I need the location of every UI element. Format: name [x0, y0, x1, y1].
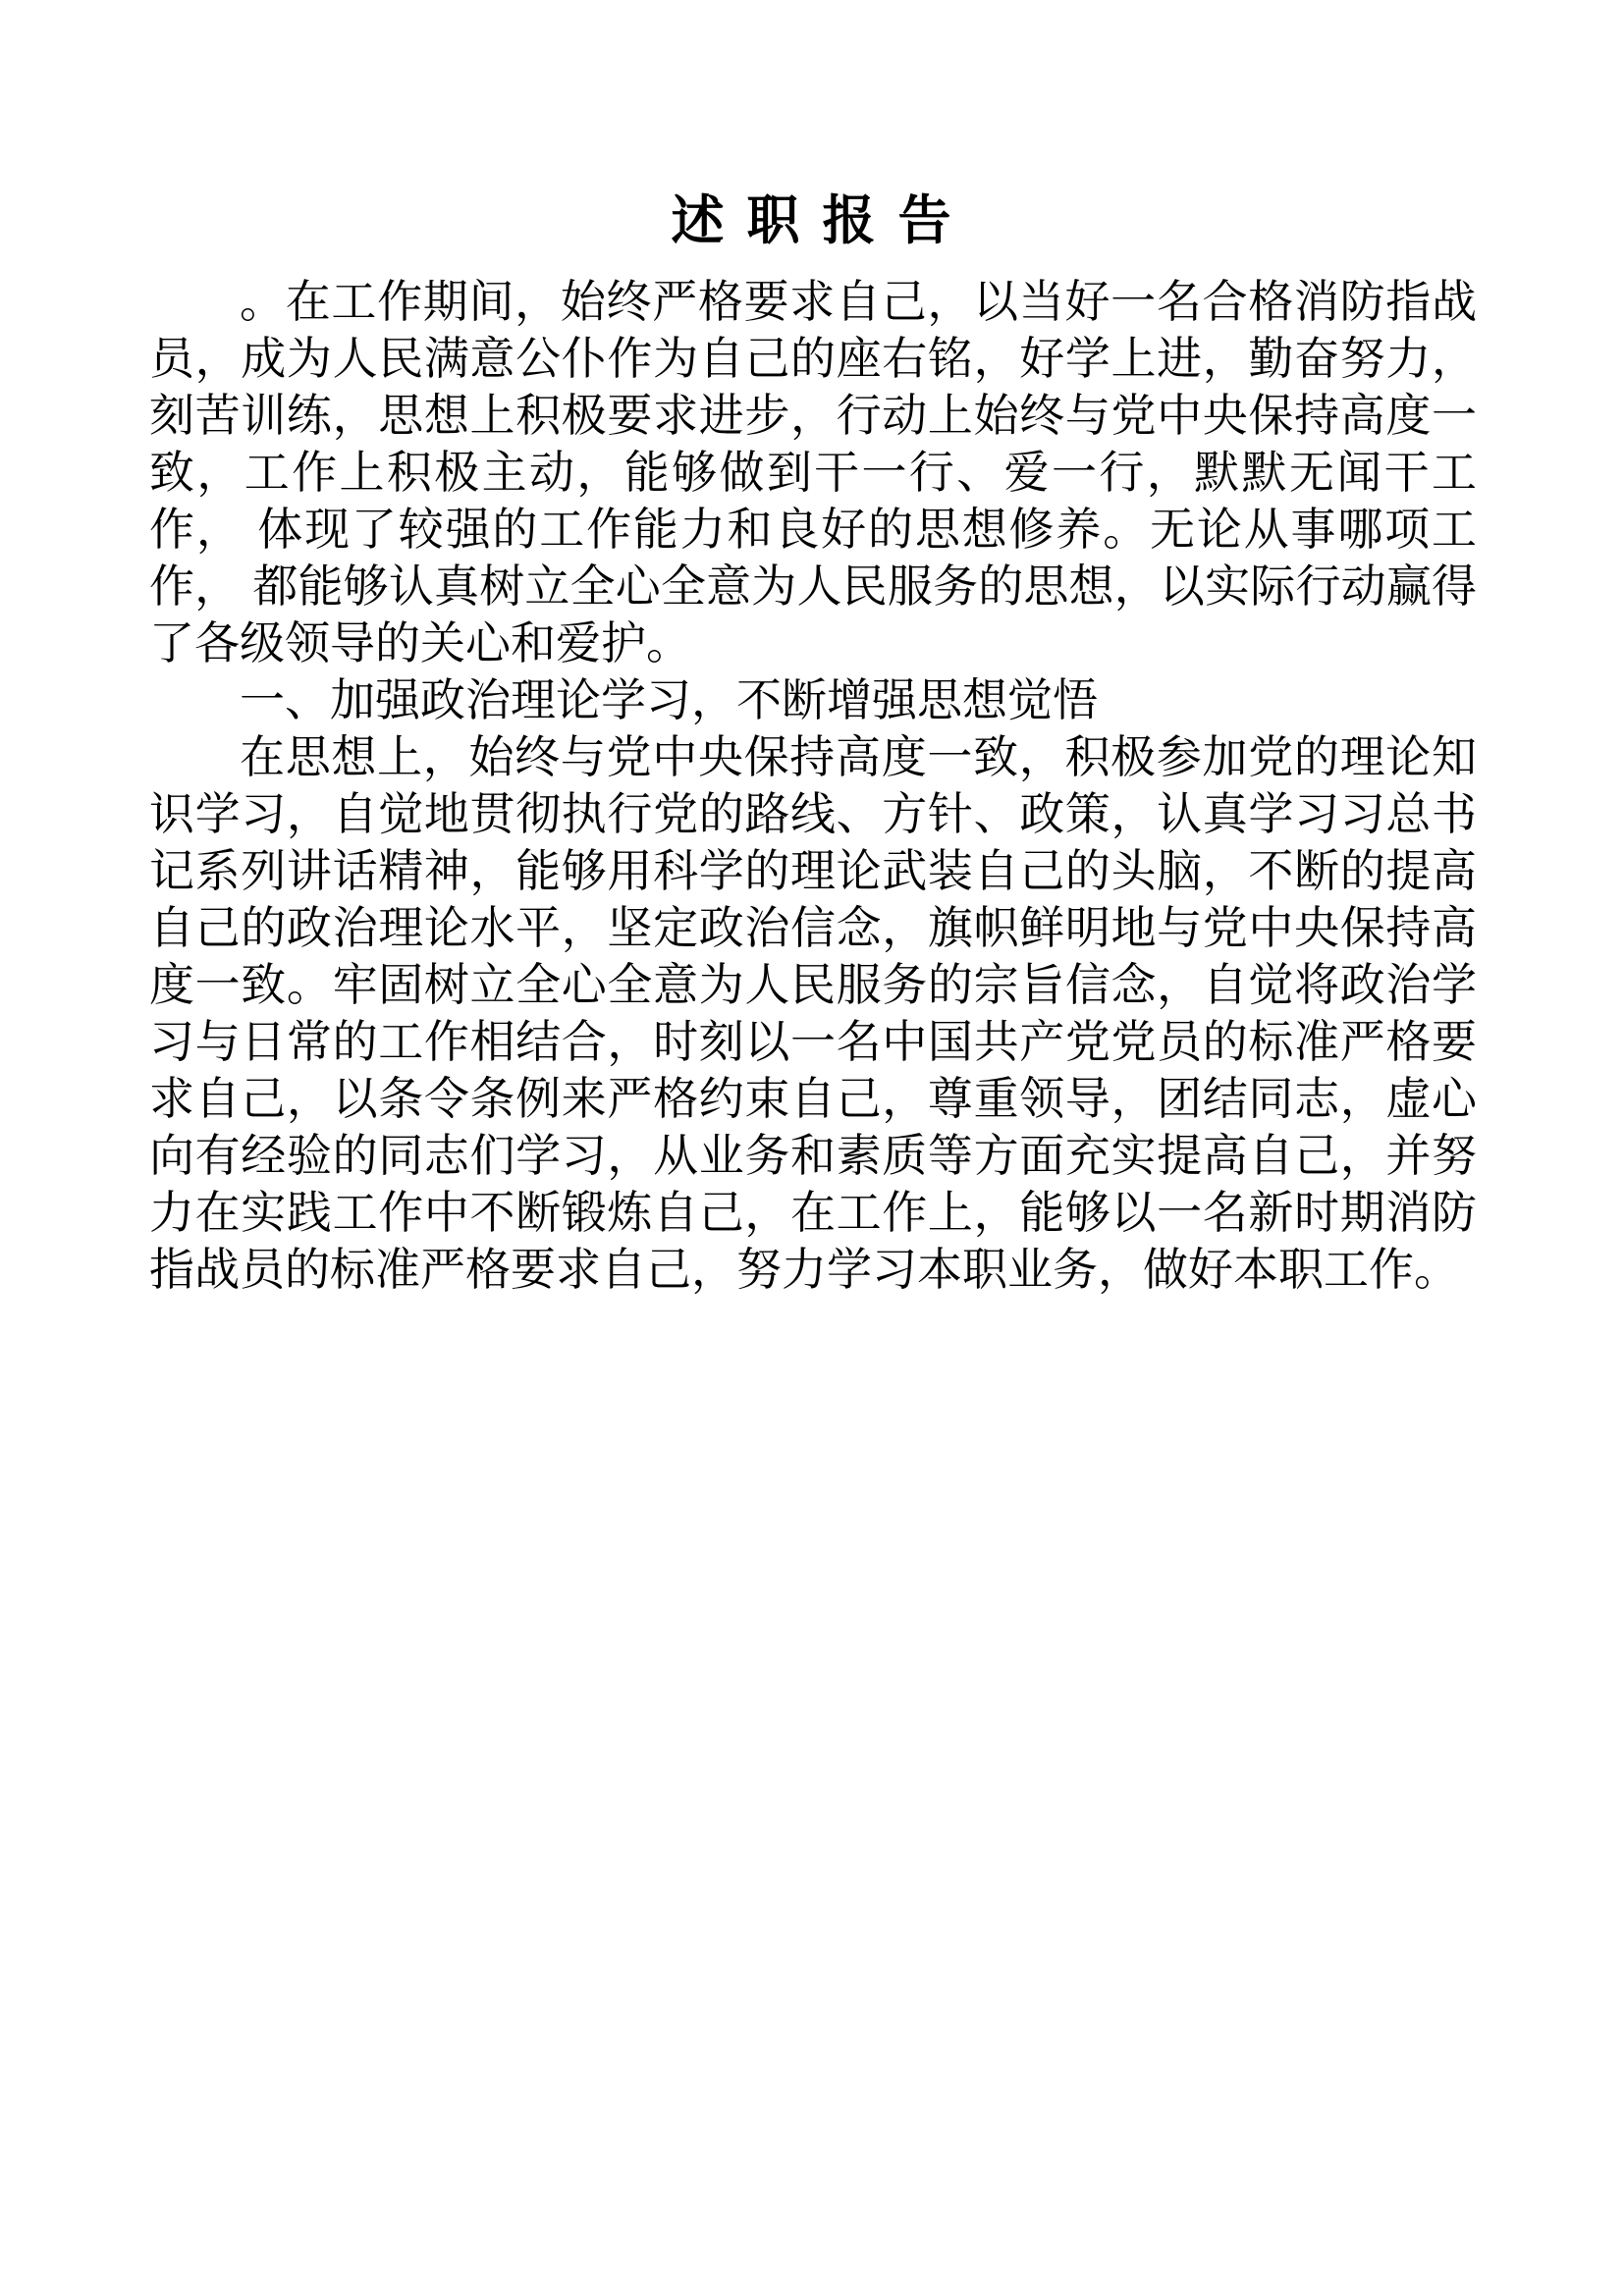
document-title: 述 职 报 告 — [671, 191, 955, 250]
paragraph-section-1-body: 在思想上，始终与党中央保持高度一致，积极参加党的理论知识学习，自觉地贯彻执行党的路线、方针、政策，认真学习习总书记系列讲话精神，能够用科学的理论武装自己的头脑，不断的提高自己的政治理论水平，坚定政治信念，旗帜鲜明地与党中央保持高度一致。牢固树立全心全意为人民服务的宗旨信念，自觉将政治学习与日常的工作相结合，时刻以一名中国共产党党员的标准严格要求自己，以条令条例来严格约束自己，尊重领导，团结同志，虚心向有经验的同志们学习，从业务和素质等方面充实提高自己，并努力在实践工作中不断锻炼自己，在工作上，能够以一名新时期消防指战员的标准严格要求自己，努力学习本职业务，做好本职工作。 — [149, 731, 1477, 1295]
section-heading-1: 一、加强政治理论学习，不断增强思想觉悟 — [240, 674, 1098, 725]
paragraph-intro: 。在工作期间，始终严格要求自己，以当好一名合格消防指战员，成为人民满意公仆作为自己的座右铭，好学上进，勤奋努力，刻苦训练，思想上积极要求进步，行动上始终与党中央保持高度一致，工作上积极主动，能够做到干一行、爱一行，默默无闻干工作， 体现了较强的工作能力和良好的思想修养。无论从事哪项工作， 都能够认真树立全心全意为人民服务的思想，以实际行动赢得了各级领导的关心和爱护。 — [149, 276, 1477, 668]
